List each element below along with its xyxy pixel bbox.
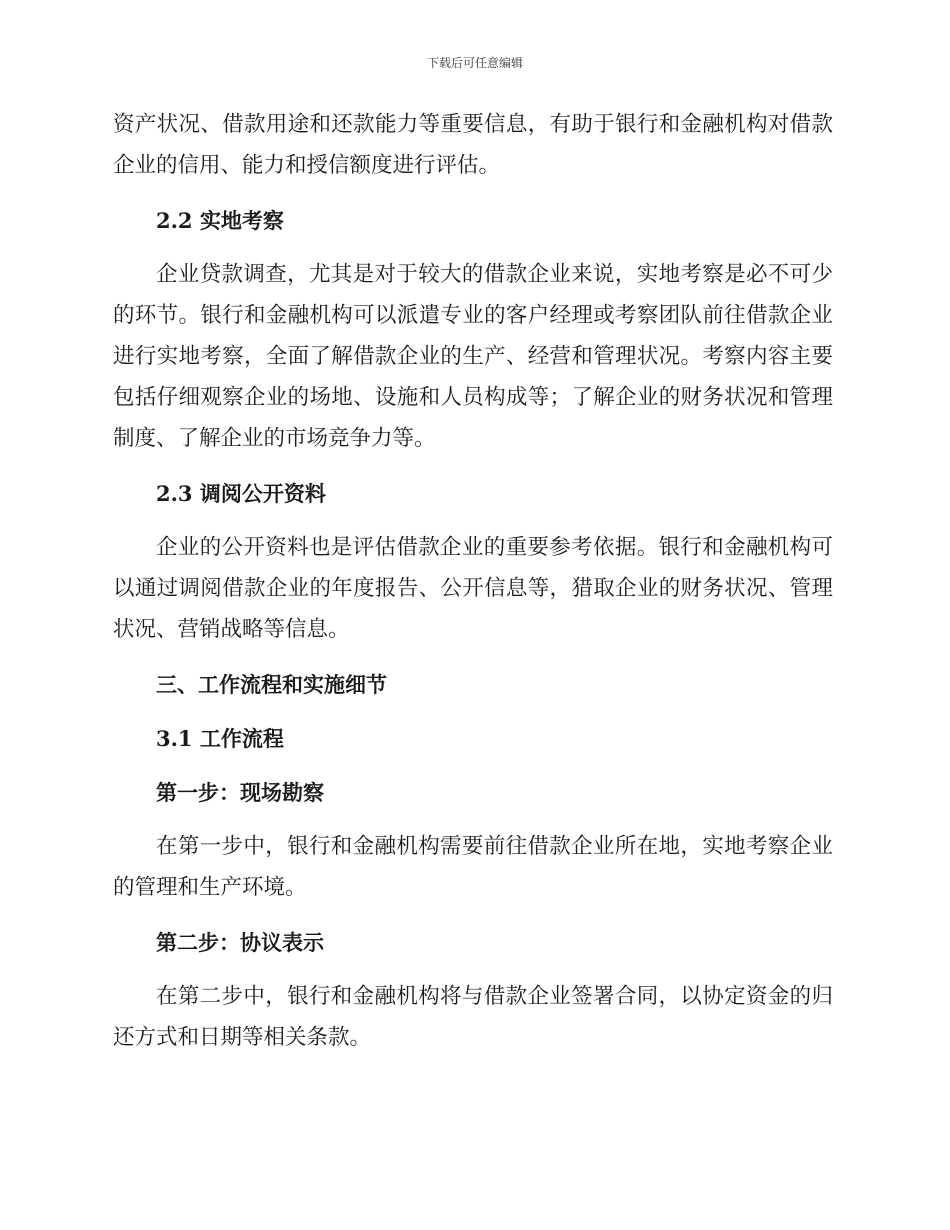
paragraph-credit-info: 资产状况、借款用途和还款能力等重要信息，有助于银行和金融机构对借款企业的信用、能力和授信额度进行评估。	[113, 112, 833, 178]
section-heading-2-3: 2.3 调阅公开资料	[156, 481, 326, 506]
step-heading-2: 第二步：协议表示	[156, 930, 324, 955]
paragraph-step-1: 在第一步中，银行和金融机构需要前往借款企业所在地，实地考察企业的管理和生产环境。	[113, 834, 833, 900]
document-body	[113, 104, 833, 1058]
section-heading-3: 三、工作流程和实施细节	[156, 672, 387, 697]
step-heading-1: 第一步：现场勘察	[156, 780, 324, 805]
paragraph-step-2: 在第二步中，银行和金融机构将与借款企业签署合同，以协定资金的归还方式和日期等相关条款。	[113, 984, 833, 1050]
paragraph-public-records: 企业的公开资料也是评估借款企业的重要参考依据。银行和金融机构可以通过调阅借款企业的年度报告、公开信息等，猎取企业的财务状况、管理状况、营销战略等信息。	[113, 535, 833, 642]
section-heading-2-2: 2.2 实地考察	[156, 208, 284, 233]
section-heading-3-1: 3.1 工作流程	[156, 726, 284, 751]
paragraph-site-inspection: 企业贷款调查，尤其是对于较大的借款企业来说，实地考察是必不可少的环节。银行和金融机构可以派遣专业的客户经理或考察团队前往借款企业进行实地考察，全面了解借款企业的生产、经营和管理状况。考察内容主要包括仔细观察企业的场地、设施和人员构成等；了解企业的财务状况和管理制度、了解企业的市场竞争力等。	[113, 262, 833, 451]
page-header: 下载后可任意编辑	[426, 56, 523, 70]
